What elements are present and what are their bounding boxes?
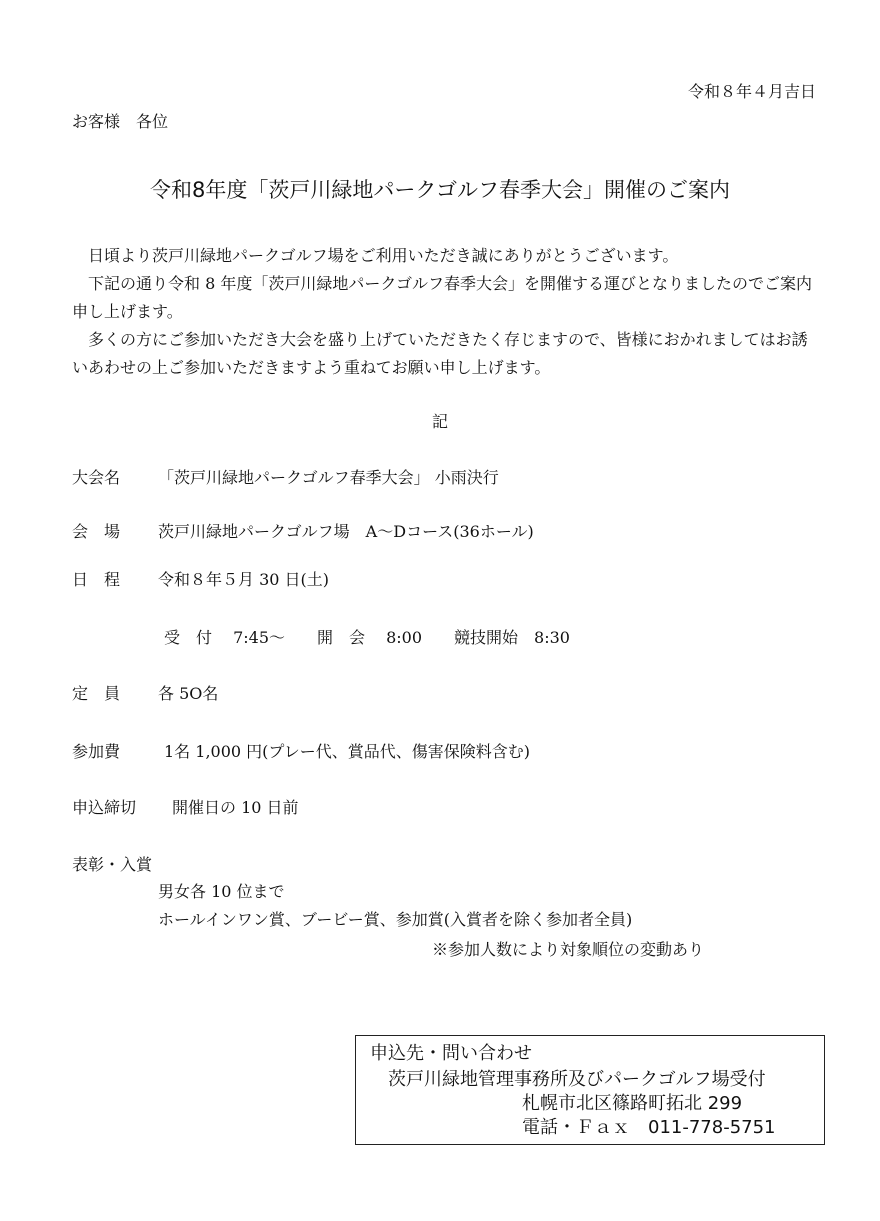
document-title: 令和8年度「茨戸川緑地パークゴルフ春季大会」開催のご案内 [150,178,730,202]
ki-heading: 記 [431,412,448,431]
contact-heading: 申込先・問い合わせ [370,1043,532,1064]
item-awards-line2: ホールインワン賞、ブービー賞、参加賞(入賞者を除く参加者全員) [158,910,633,929]
document-date: 令和８年４月吉日 [687,82,816,101]
contact-phone: 電話・Ｆａｘ 011-778-5751 [522,1117,776,1138]
item-name-value: 「茨戸川緑地パークゴルフ春季大会」 小雨決行 [158,468,499,487]
item-date-label: 日 程 [72,570,121,589]
paragraph-greeting: 日頃より茨戸川緑地パークゴルフ場をご利用いただき誠にありがとうございます。 [88,246,679,265]
item-capacity-label: 定 員 [72,684,121,703]
item-name-label: 大会名 [72,468,121,487]
addressee: お客様 各位 [72,112,169,131]
item-awards-note: ※参加人数により対象順位の変動あり [432,940,705,959]
item-date-value: 令和８年５月 30 日(土) [158,570,330,589]
item-fee-label: 参加費 [72,742,121,761]
contact-office: 茨戸川緑地管理事務所及びパークゴルフ場受付 [388,1069,766,1090]
item-venue-label: 会 場 [72,522,121,541]
contact-address: 札幌市北区篠路町拓北 299 [522,1093,743,1114]
paragraph-announcement: 下記の通り令和 8 年度「茨戸川緑地パークゴルフ春季大会」を開催する運びとなりましたのでご案内申し上げます。 [72,274,813,321]
item-schedule: 受 付 7:45～ 開 会 8:00 競技開始 8:30 [164,628,570,647]
item-fee-value: 1名 1,000 円(プレー代、賞品代、傷害保険料含む) [164,742,531,761]
item-awards-line1: 男女各 10 位まで [158,882,285,901]
item-awards-label: 表彰・入賞 [72,855,153,874]
paragraph-invitation: 多くの方にご参加いただき大会を盛り上げていただきたく存じますので、皆様におかれましてはお誘いあわせの上ご参加いただきますよう重ねてお願い申し上げます。 [72,330,808,377]
contact-box [355,1035,825,1145]
item-deadline-label: 申込締切 [72,798,137,817]
item-deadline-value: 開催日の 10 日前 [172,798,299,817]
item-capacity-value: 各 5O名 [158,684,219,703]
item-venue-value: 茨戸川緑地パークゴルフ場 A～Dコース(36ホール) [158,522,534,541]
